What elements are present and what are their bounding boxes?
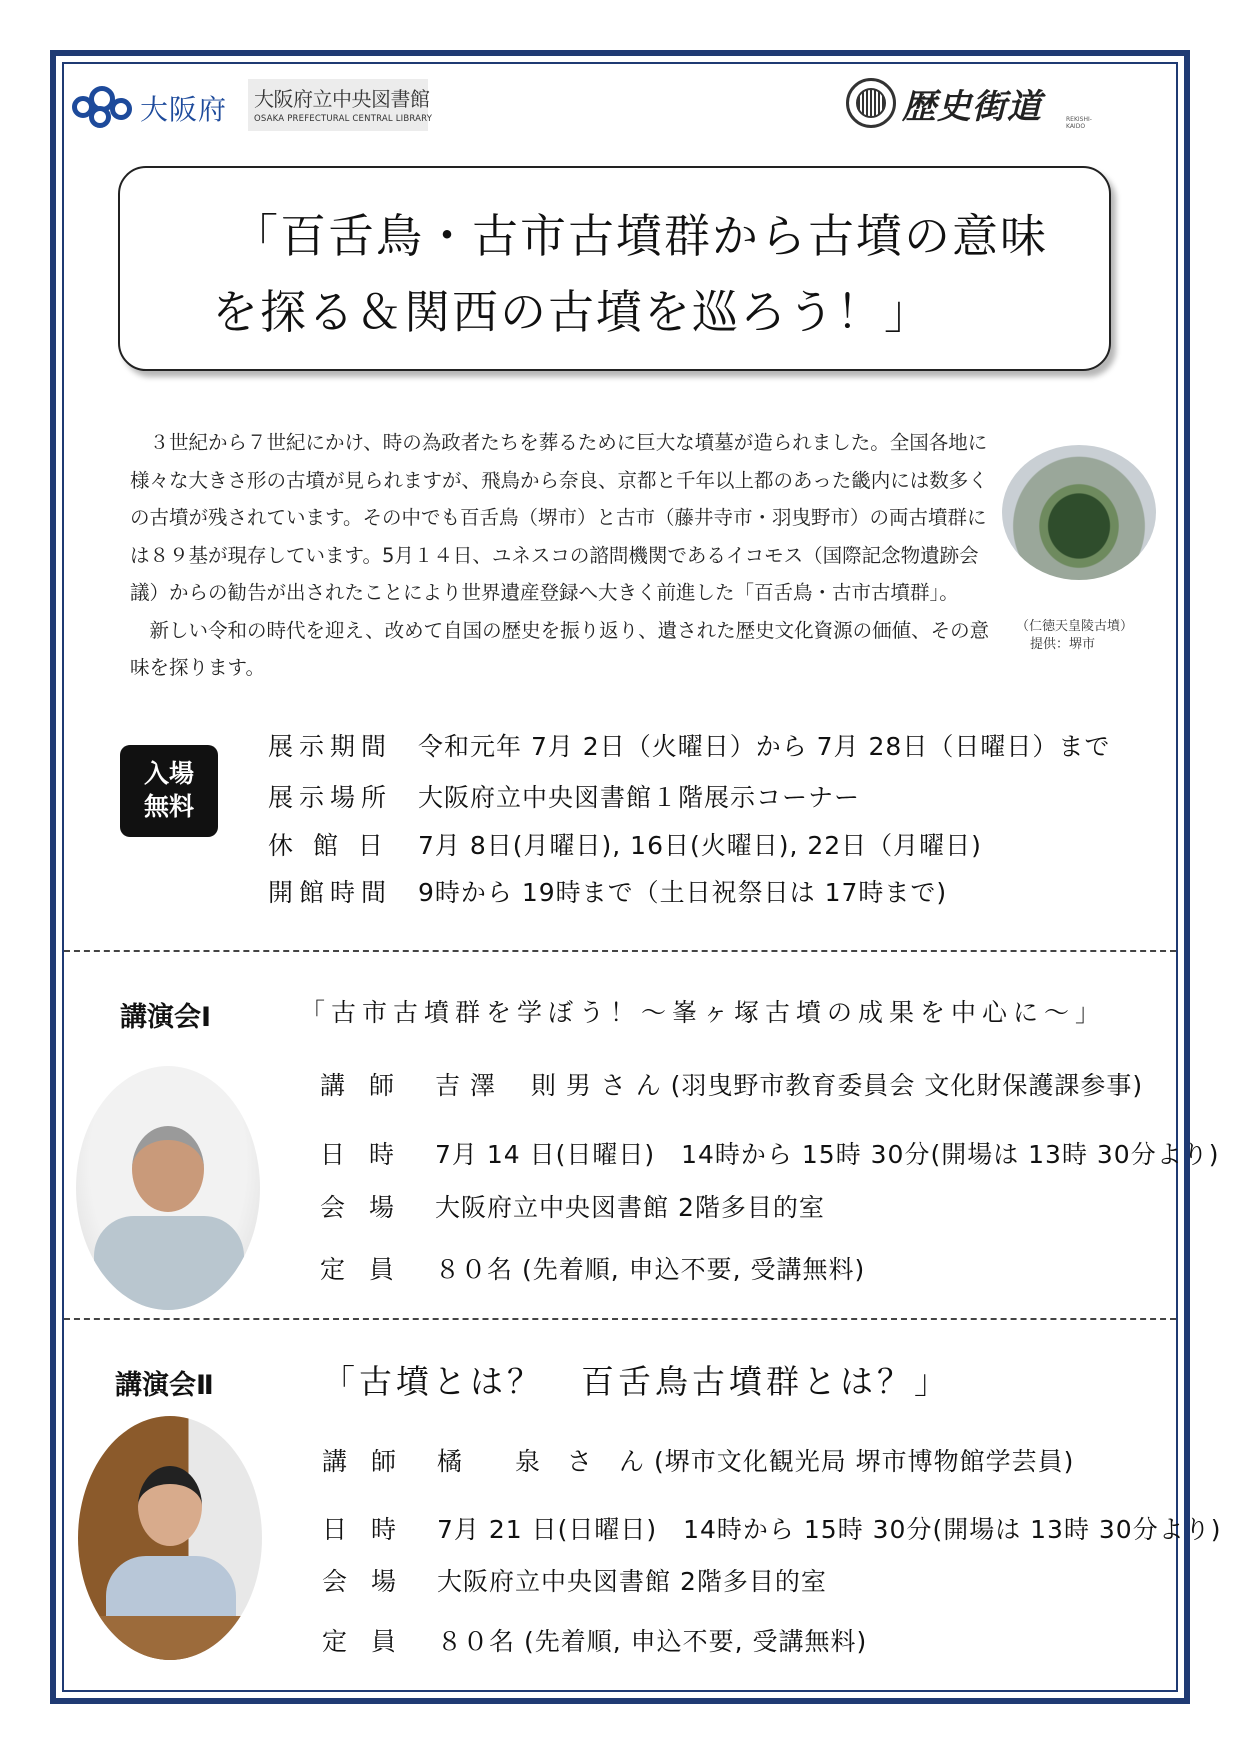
lec-value: 大阪府立中央図書館 2階多目的室 <box>437 1567 827 1596</box>
lecture-2-venue-row <box>322 1562 827 1598</box>
rekishi-kaido-logo <box>846 78 1092 130</box>
intro-paragraph-2: 新しい令和の時代を迎え、改めて自国の歴史を振り返り、遺された歴史文化資源の価値、その意味を探ります。 <box>130 618 990 679</box>
lec-label: 会場 <box>320 1193 419 1222</box>
photo-caption-line-1: （仁徳天皇陵古墳） <box>1016 619 1134 634</box>
osaka-prefecture-logo <box>72 86 227 130</box>
lecture-2-capacity-row <box>322 1622 867 1658</box>
lec-value: 橘 泉 さ ん (堺市文化観光局 堺市博物館学芸員) <box>437 1447 1075 1476</box>
osaka-emblem-icon <box>72 86 134 130</box>
lec-value: 大阪府立中央図書館 2階多目的室 <box>435 1193 825 1222</box>
info-value: 7月 8日(月曜日), 16日(火曜日), 22日（月曜日) <box>418 831 982 860</box>
closed-days-row <box>268 826 982 862</box>
badge-line-2: 無料 <box>143 792 194 821</box>
divider <box>64 1318 1176 1320</box>
lecturer-1-photo <box>76 1066 260 1310</box>
lec-value: 7月 21 日(日曜日) 14時から 15時 30分(開場は 13時 30分より) <box>437 1515 1222 1544</box>
info-label: 展示場所 <box>268 783 393 812</box>
intro-paragraph-1: ３世紀から７世紀にかけ、時の為政者たちを葬るために巨大な墳墓が造られました。全国各地に様々な大きさ形の古墳が見られますが、飛鳥から奈良、京都と千年以上都のあった畿内には数多くの古墳が残されています。その中でも百舌鳥（堺市）と古市（藤井寺市・羽曳野市）の両古墳群には８９基が現存しています。5月１４日、ユネスコの諮問機関であるイコモス（国際記念物遺跡会議）からの勧告が出されたことにより世界遺産登録へ大きく前進した「百舌鳥・古市古墳群」。 <box>130 431 988 604</box>
title-box <box>118 166 1111 371</box>
info-value: 令和元年 7月 2日（火曜日）から 7月 28日（日曜日）まで <box>418 732 1111 761</box>
rekishi-name: 歴史街道 <box>902 86 1042 127</box>
lec-label: 定員 <box>322 1627 421 1656</box>
lecture-2-datetime-row <box>322 1510 1221 1546</box>
lecturer-2-photo <box>78 1416 262 1660</box>
lecture-2-title: 「古墳とは？ 百舌鳥古墳群とは？」 <box>322 1362 951 1401</box>
lecture-1-datetime-row <box>320 1135 1219 1171</box>
info-label: 開館時間 <box>268 878 393 907</box>
library-logo <box>248 79 433 131</box>
osaka-name: 大阪府 <box>140 93 228 126</box>
lecture-1-lecturer-row <box>320 1066 1143 1102</box>
exhibit-period-row <box>268 727 1110 763</box>
library-name-en: OSAKA PREFECTURAL CENTRAL LIBRARY <box>254 114 433 124</box>
free-admission-badge <box>120 745 218 837</box>
kofun-aerial-photo <box>1002 445 1156 580</box>
rekishi-sub: REKISHI-KAIDO <box>1066 116 1092 130</box>
lec-value: ８０名 (先着順, 申込不要, 受講無料) <box>435 1255 866 1284</box>
lecture-1-capacity-row <box>320 1250 865 1286</box>
lec-label: 日時 <box>320 1140 419 1169</box>
opening-hours-row <box>268 873 947 909</box>
lec-value: ８０名 (先着順, 申込不要, 受講無料) <box>437 1627 868 1656</box>
title-line-2: を探る＆関西の古墳を巡ろう！」 <box>212 285 932 339</box>
info-label: 展示期間 <box>268 732 393 761</box>
lecture-1-venue-row <box>320 1188 825 1224</box>
info-label: 休 館 日 <box>268 831 389 860</box>
lecture-1-title: 「古市古墳群を学ぼう！～峯ヶ塚古墳の成果を中心に～」 <box>300 998 1107 1027</box>
lecture-2-heading: 講演会Ⅱ <box>115 1370 214 1401</box>
divider <box>64 950 1176 952</box>
photo-caption-line-2: 提供：堺市 <box>1030 637 1096 652</box>
lec-label: 会場 <box>322 1567 421 1596</box>
info-value: 大阪府立中央図書館１階展示コーナー <box>418 783 861 812</box>
exhibit-place-row <box>268 778 860 814</box>
lecture-1-heading: 講演会Ⅰ <box>120 1002 212 1033</box>
lec-value: 7月 14 日(日曜日) 14時から 15時 30分(開場は 13時 30分より) <box>435 1140 1220 1169</box>
lec-label: 講師 <box>322 1447 421 1476</box>
intro-text <box>130 424 990 687</box>
lec-label: 定員 <box>320 1255 419 1284</box>
badge-line-1: 入場 <box>143 759 194 788</box>
library-name-ja: 大阪府立中央図書館 <box>254 87 430 111</box>
lec-label: 講師 <box>320 1071 419 1100</box>
rekishi-emblem-icon <box>846 78 896 128</box>
lec-label: 日時 <box>322 1515 421 1544</box>
info-value: 9時から 19時まで（土日祝祭日は 17時まで) <box>418 878 948 907</box>
photo-caption <box>1016 618 1156 654</box>
lec-value: 吉 澤 則 男 さ ん (羽曳野市教育委員会 文化財保護課参事) <box>435 1071 1144 1100</box>
lecture-2-lecturer-row <box>322 1442 1074 1478</box>
title-line-1: 「百舌鳥・古市古墳群から古墳の意味 <box>232 209 1048 263</box>
